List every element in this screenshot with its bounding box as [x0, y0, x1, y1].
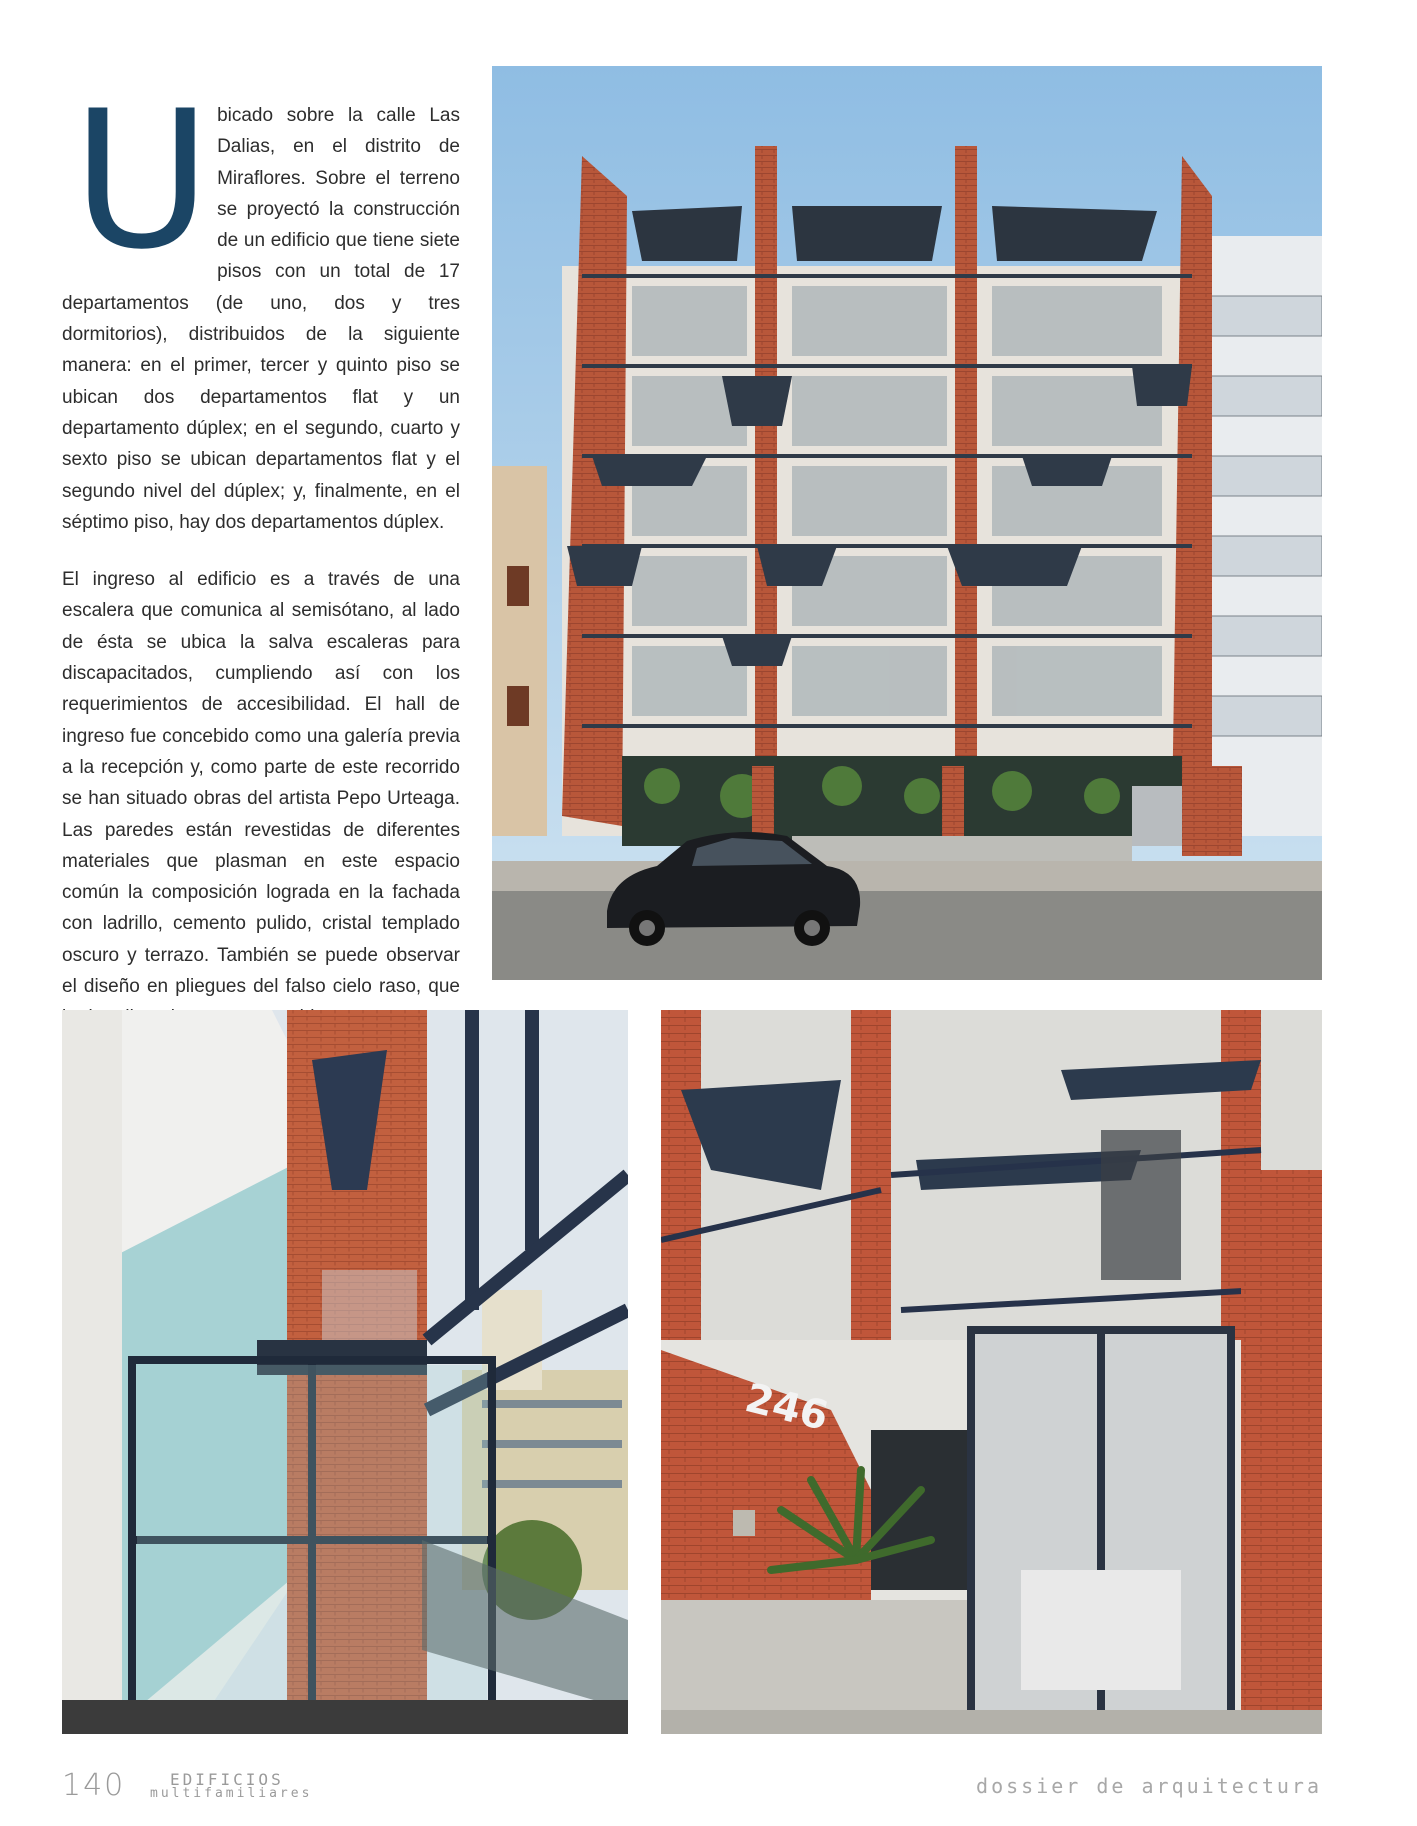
section-name: dossier de arquitectura — [976, 1774, 1322, 1798]
page-footer — [62, 1768, 1322, 1808]
paragraph-2: El ingreso al edificio es a través de una escalera que comunica al semisótano, al lado de ésta se ubica la salva escaleras para discapacitados, cumpliendo así con los requerimientos de accesibilidad. El hall de ingreso fue concebido como una galería previa a la recepción y, como parte de este recorrido se han situado obras del artista Pepo Urteaga. Las paredes están revestidas de diferentes materiales que plasman en este espacio común la composición lograda en la fachada con ladrillo, cemento pulido, cristal templado oscuro y terrazo. También se puede observar el diseño en pliegues del falso cielo raso, que — [62, 569, 460, 998]
magazine-name-line2: multifamiliares — [150, 1786, 313, 1801]
building-number: 246 — [740, 1375, 833, 1440]
page-number: 140 — [62, 1768, 126, 1803]
balcony-view-photo — [62, 1010, 628, 1734]
paragraph-1: bicado sobre la calle Las Dalias, en el distrito de Miraflores. Sobre el terreno se proyectó la construcción de un edificio que tiene siete pisos con un total de 17 departamentos (de uno, dos y tres dormitorios), distribuidos de la siguiente manera: en el primer, tercer y quinto piso se ubican dos departamentos flat y un departamento dúplex; en el segundo, cuarto y sexto piso se ubican departamentos flat y el segundo nivel del dúplex; y, finalmente, en el séptimo piso, hay dos departamentos dúplex. — [62, 105, 460, 533]
magazine-name-line1: EDIFICIOS — [170, 1770, 284, 1789]
entrance-photo — [661, 1010, 1322, 1734]
article-text — [62, 70, 460, 1060]
drop-cap: U — [72, 70, 208, 291]
building-facade-photo — [492, 66, 1322, 980]
